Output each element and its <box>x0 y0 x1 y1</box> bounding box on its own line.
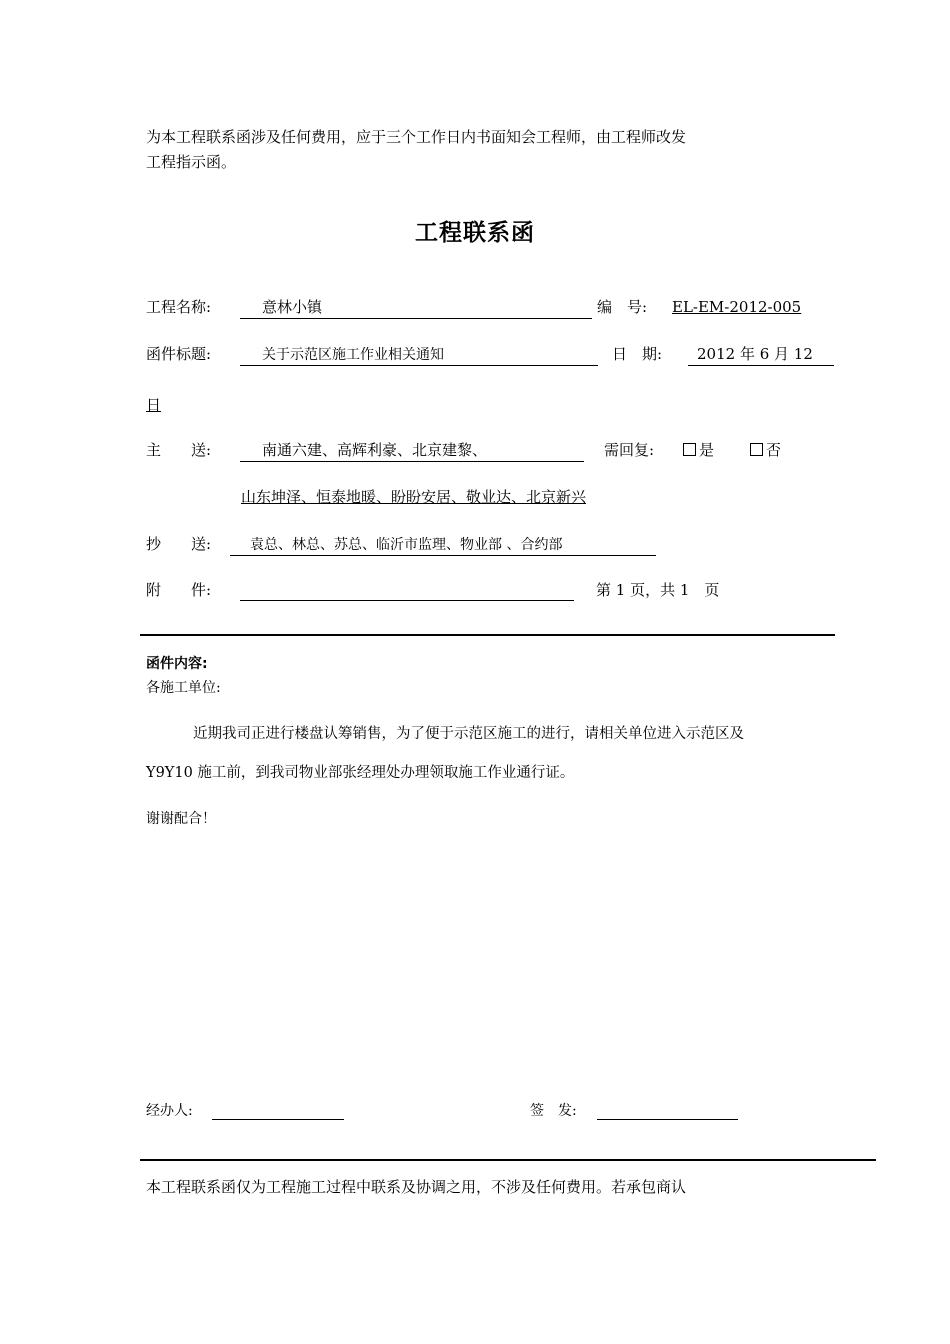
reply-label: 需回复: <box>604 441 655 459</box>
reply-no-checkbox[interactable] <box>750 443 763 456</box>
intro-line-2: 工程指示函。 <box>146 153 237 171</box>
to-underline-1 <box>240 461 584 462</box>
date-value: 2012 年 6 月 12 <box>697 345 813 363</box>
attach-label: 附 件: <box>146 581 212 599</box>
handler-label: 经办人: <box>146 1103 193 1119</box>
project-name-value: 意林小镇 <box>262 298 323 316</box>
reply-yes-option[interactable] <box>683 443 714 458</box>
issuer-signature-line[interactable] <box>597 1119 738 1120</box>
header-divider <box>140 634 835 636</box>
subject-label: 函件标题: <box>146 345 212 363</box>
footer-divider <box>140 1159 876 1161</box>
date-label: 日 期: <box>612 345 663 363</box>
project-name-underline <box>240 318 592 319</box>
reply-yes-label: 是 <box>699 441 715 459</box>
date-value-wrap: 日 <box>146 396 162 414</box>
content-paragraph-line1: 近期我司正进行楼盘认筹销售，为了便于示范区施工的进行，请相关单位进入示范区及 <box>193 726 744 742</box>
number-label: 编 号: <box>597 298 648 316</box>
to-value-line2: 山东坤泽、恒泰地暖、盼盼安居、敬业达、北京新兴 <box>241 488 587 506</box>
number-value: EL-EM-2012-005 <box>672 298 802 316</box>
reply-no-label: 否 <box>766 441 782 459</box>
date-underline <box>688 365 834 366</box>
reply-yes-checkbox[interactable] <box>683 443 696 456</box>
reply-no-option[interactable] <box>750 443 781 458</box>
to-label: 主 送: <box>146 441 212 459</box>
to-value-line1: 南通六建、高辉利豪、北京建黎、 <box>262 441 488 459</box>
subject-value: 关于示范区施工作业相关通知 <box>262 347 444 363</box>
content-paragraph-line2: Y9Y10 施工前，到我司物业部张经理处办理领取施工作业通行证。 <box>146 765 575 781</box>
page-title: 工程联系函 <box>415 220 535 246</box>
attach-underline <box>240 600 574 601</box>
intro-line-1: 为本工程联系函涉及任何费用，应于三个工作日内书面知会工程师，由工程师改发 <box>146 128 687 146</box>
cc-label: 抄 送: <box>146 535 212 553</box>
content-salutation: 各施工单位: <box>146 680 221 696</box>
cc-value: 袁总、林总、苏总、临沂市监理、物业部 、合约部 <box>250 537 563 553</box>
footer-note: 本工程联系函仅为工程施工过程中联系及协调之用，不涉及任何费用。若承包商认 <box>146 1178 687 1196</box>
content-heading: 函件内容: <box>146 656 208 672</box>
project-name-label: 工程名称: <box>146 298 212 316</box>
subject-underline <box>240 365 598 366</box>
page-info: 第 1 页，共 1 页 <box>596 581 720 599</box>
handler-signature-line[interactable] <box>212 1119 344 1120</box>
cc-underline <box>230 555 656 556</box>
content-thanks: 谢谢配合！ <box>146 811 216 827</box>
issuer-label: 签 发: <box>530 1103 577 1119</box>
